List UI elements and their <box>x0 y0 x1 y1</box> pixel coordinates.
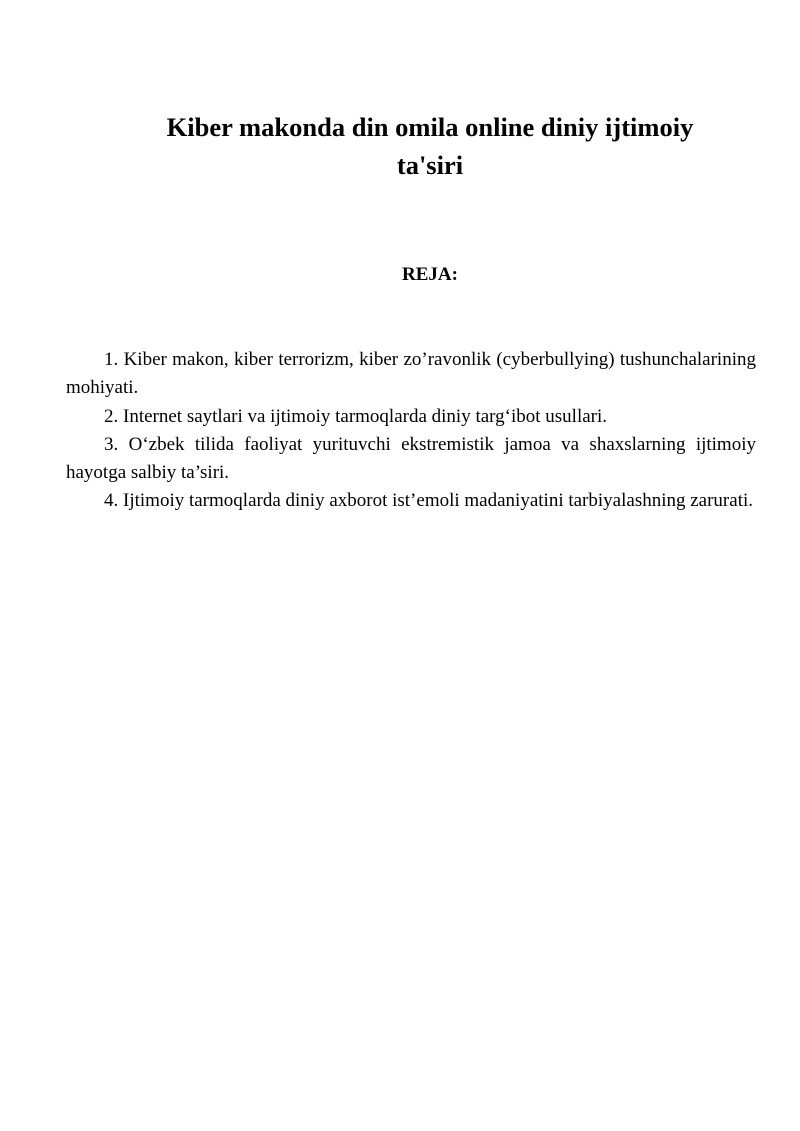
plan-item-3: 3. O‘zbek tilida faoliyat yurituvchi ekstremistik jamoa va shaxslarning ijtimoiy hayotga salbiy ta’siri. <box>66 433 756 484</box>
plan-item-4: 4. Ijtimoiy tarmoqlarda diniy axborot ist’emoli madaniyatini tarbiyalashning zarurati. <box>104 490 753 512</box>
document-title-line-1: Kiber makonda din omila online diniy ijtimoiy <box>166 112 694 142</box>
plan-list <box>66 346 756 516</box>
plan-heading: REJA: <box>402 264 458 285</box>
plan-item-1: 1. Kiber makon, kiber terrorizm, kiber zo’ravonlik (cyberbullying) tushunchalarining mohiyati. <box>66 349 756 399</box>
document-title-line-2: ta'siri <box>396 150 464 180</box>
plan-item-2: 2. Internet saytlari va ijtimoiy tarmoqlarda diniy targ‘ibot usullari. <box>104 405 608 427</box>
document-title <box>100 108 760 184</box>
